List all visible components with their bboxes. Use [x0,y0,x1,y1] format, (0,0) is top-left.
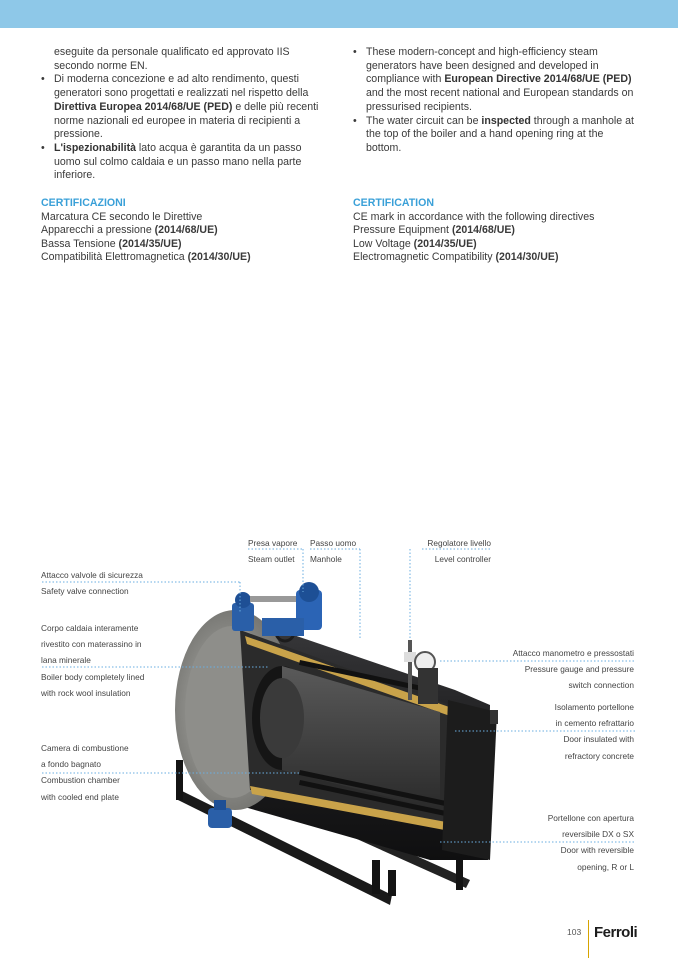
label-steam-outlet [248,535,297,567]
cert-it-line2-text: Apparecchi a pressione [41,224,155,237]
page-number: 103 [567,927,582,937]
it-b2-b: lato acqua è garantita da un passo uomo sul colmo caldaia e un passo mano nella parte inferiore. [54,141,302,182]
label-manhole-it: Passo uomo [310,538,357,548]
label-gauge-en-2: switch connection [568,680,634,691]
label-body-en-2: with rock wool insulation [41,687,131,698]
cert-title-en: CERTIFICATION [353,197,435,209]
en-b2-a: The water circuit can be [366,114,482,127]
cert-it-line4-text: Compatibilità Elettromagnetica [41,251,188,264]
label-gauge-connection [513,645,634,694]
label-safety-valve [41,567,143,599]
it-b1-b: Direttiva Europea 2014/68/UE (PED) [54,100,233,113]
label-reversible-door [548,810,634,875]
label-combustion-chamber [41,740,129,805]
it-b1-c: e delle più recenti norme nazionali ed europee in materia di recipienti a pressione. [54,100,319,141]
label-safety-it: Attacco valvole di sicurezza [41,570,143,580]
cert-it-line2-code: (2014/68/UE) [154,224,218,237]
cert-en-line1: CE mark in accordance with the following directives [353,210,595,223]
label-door-en-1: Door with reversible [560,845,634,856]
label-door-it-1: Portellone con apertura [547,813,634,823]
cert-it-line3-code: (2014/35/UE) [118,237,182,250]
label-body-it-3: lana minerale [41,655,91,666]
label-door-en-2: opening, R or L [577,861,634,872]
cert-en-line3-code: (2014/35/UE) [413,237,477,250]
logo-divider [588,920,589,958]
en-b1-b: European Directive 2014/68/UE (PED) [444,73,632,86]
label-chamber-it-1: Camera di combustione [41,743,129,753]
level-controller [404,640,438,704]
label-level-en: Level controller [434,554,491,565]
cert-it-line4-code: (2014/30/UE) [187,251,251,264]
label-level-controller [427,535,491,567]
cert-en-line2-code: (2014/68/UE) [451,224,515,237]
intro-text: eseguite da personale qualificato ed approvato IIS secondo norme EN. [54,46,290,72]
label-body-it-2: rivestito con materassino in [41,639,142,650]
label-boiler-body [41,620,144,701]
label-door-ins-en-2: refractory concrete [564,750,634,761]
label-steam-outlet-en: Steam outlet [248,554,295,565]
label-door-ins-it-2: in cemento refrattario [555,718,634,729]
cert-en-line4-text: Electromagnetic Compatibility [353,251,496,264]
label-steam-outlet-it: Presa vapore [248,538,298,548]
label-safety-en: Safety valve connection [41,586,129,597]
it-b1-a: Di moderna concezione e ad alto rendimento, questi generatori sono progettati e realizzati nel rispetto della [54,73,309,100]
cert-it-line3-text: Bassa Tensione [41,237,119,250]
ferroli-logo: Ferroli [594,924,638,941]
label-body-en-1: Boiler body completely lined [41,671,145,682]
label-door-it-2: reversibile DX o SX [562,829,634,840]
label-chamber-en-2: with cooled end plate [41,791,119,802]
label-door-ins-en-1: Door insulated with [563,734,634,745]
label-gauge-en-1: Pressure gauge and pressure [524,664,634,675]
label-door-ins-it-1: Isolamento portellone [554,702,634,712]
label-manhole-en: Manhole [310,554,342,565]
label-body-it-1: Corpo caldaia interamente [41,623,139,633]
cert-en-line2-text: Pressure Equipment [353,224,452,237]
en-b2-c: through a manhole at the top of the boiler and a hand opening ring at the bottom. [366,114,634,154]
en-b1-c: and the most recent national and European standards on pressurised recipients. [366,87,634,113]
en-b1-a: These modern-concept and high-efficiency steam generators have been designed and developed in compliance with [366,46,599,86]
cert-it-line1: Marcatura CE secondo le Direttive [41,210,203,223]
label-level-it: Regolatore livello [427,538,491,548]
cert-en-line4-code: (2014/30/UE) [495,251,559,264]
label-manhole [310,535,356,567]
en-b2-b: inspected [481,114,531,127]
cert-title-it: CERTIFICAZIONI [41,197,126,209]
it-b2-a: L'ispezionabilità [54,141,136,154]
label-gauge-it: Attacco manometro e pressostati [512,648,634,658]
label-door-insulation [555,699,634,764]
label-chamber-it-2: a fondo bagnato [41,759,101,770]
cert-en-line3-text: Low Voltage [353,237,414,250]
label-chamber-en-1: Combustion chamber [41,775,120,786]
